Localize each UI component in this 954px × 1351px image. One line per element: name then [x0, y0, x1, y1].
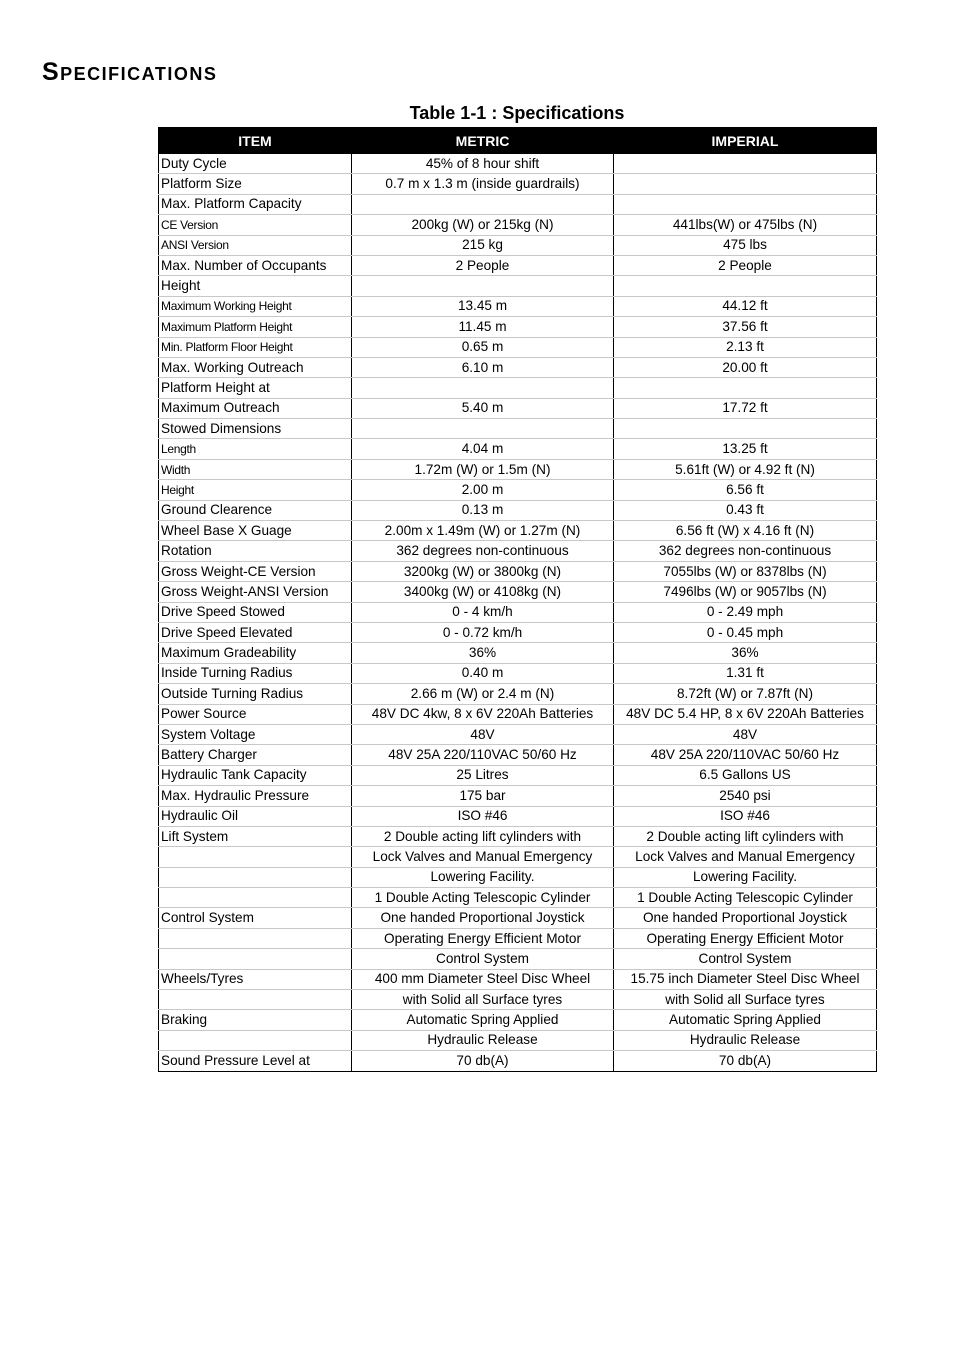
table-header-row — [159, 128, 877, 154]
spec-metric-cell: 48V DC 4kw, 8 x 6V 220Ah Batteries — [352, 704, 614, 724]
spec-metric-cell: 3400kg (W) or 4108kg (N) — [352, 582, 614, 602]
table-row — [159, 357, 877, 377]
spec-imperial-cell: 17.72 ft — [614, 398, 877, 418]
spec-imperial-cell: 0 - 0.45 mph — [614, 622, 877, 642]
column-header-item: ITEM — [159, 128, 352, 154]
table-caption: Table 1-1 : Specifications — [409, 103, 625, 123]
table-row — [159, 724, 877, 744]
table-row — [159, 500, 877, 520]
table-row — [159, 867, 877, 887]
spec-metric-cell: 13.45 m — [352, 296, 614, 316]
spec-item-cell: Control System — [159, 908, 352, 928]
table-row — [159, 419, 877, 439]
spec-metric-cell: with Solid all Surface tyres — [352, 990, 614, 1010]
spec-imperial-cell: with Solid all Surface tyres — [614, 990, 877, 1010]
spec-imperial-cell: One handed Proportional Joystick — [614, 908, 877, 928]
spec-imperial-cell: 2 People — [614, 255, 877, 275]
spec-item-cell: Hydraulic Oil — [159, 806, 352, 826]
spec-imperial-cell — [614, 378, 877, 398]
spec-item-cell: Maximum Platform Height — [159, 317, 352, 337]
spec-imperial-cell: Operating Energy Efficient Motor — [614, 928, 877, 948]
spec-item-cell: ANSI Version — [159, 235, 352, 255]
spec-metric-cell: 1.72m (W) or 1.5m (N) — [352, 459, 614, 479]
spec-imperial-cell: 70 db(A) — [614, 1051, 877, 1071]
spec-item-cell: Max. Hydraulic Pressure — [159, 786, 352, 806]
spec-metric-cell: Lowering Facility. — [352, 867, 614, 887]
table-row — [159, 928, 877, 948]
spec-imperial-cell: 44.12 ft — [614, 296, 877, 316]
spec-imperial-cell: 15.75 inch Diameter Steel Disc Wheel — [614, 969, 877, 989]
spec-item-cell: Maximum Working Height — [159, 296, 352, 316]
spec-item-cell: Hydraulic Tank Capacity — [159, 765, 352, 785]
specifications-table — [158, 127, 877, 1072]
spec-imperial-cell: 13.25 ft — [614, 439, 877, 459]
spec-item-cell: Wheel Base X Guage — [159, 521, 352, 541]
spec-metric-cell: 362 degrees non-continuous — [352, 541, 614, 561]
spec-item-cell: Gross Weight-ANSI Version — [159, 582, 352, 602]
spec-metric-cell: 36% — [352, 643, 614, 663]
spec-item-cell: CE Version — [159, 215, 352, 235]
spec-item-cell: Braking — [159, 1010, 352, 1030]
spec-imperial-cell: Lowering Facility. — [614, 867, 877, 887]
spec-metric-cell: 48V 25A 220/110VAC 50/60 Hz — [352, 745, 614, 765]
spec-imperial-cell: 362 degrees non-continuous — [614, 541, 877, 561]
spec-imperial-cell: 6.56 ft — [614, 480, 877, 500]
table-row — [159, 561, 877, 581]
table-row — [159, 255, 877, 275]
spec-imperial-cell: Hydraulic Release — [614, 1030, 877, 1050]
spec-imperial-cell: 2.13 ft — [614, 337, 877, 357]
spec-metric-cell: 400 mm Diameter Steel Disc Wheel — [352, 969, 614, 989]
spec-imperial-cell: ISO #46 — [614, 806, 877, 826]
spec-imperial-cell — [614, 174, 877, 194]
spec-item-cell: Height — [159, 276, 352, 296]
table-row — [159, 622, 877, 642]
spec-imperial-cell: 0 - 2.49 mph — [614, 602, 877, 622]
spec-item-cell: Stowed Dimensions — [159, 419, 352, 439]
table-row — [159, 235, 877, 255]
table-row — [159, 990, 877, 1010]
spec-item-cell: Gross Weight-CE Version — [159, 561, 352, 581]
spec-metric-cell: 0 - 0.72 km/h — [352, 622, 614, 642]
spec-metric-cell: Hydraulic Release — [352, 1030, 614, 1050]
spec-item-cell: Length — [159, 439, 352, 459]
table-row — [159, 949, 877, 969]
table-row — [159, 337, 877, 357]
spec-metric-cell: 2 Double acting lift cylinders with — [352, 826, 614, 846]
spec-item-cell: Height — [159, 480, 352, 500]
spec-item-cell: Lift System — [159, 826, 352, 846]
table-row — [159, 888, 877, 908]
spec-metric-cell: 0.65 m — [352, 337, 614, 357]
table-row — [159, 582, 877, 602]
spec-imperial-cell: 37.56 ft — [614, 317, 877, 337]
spec-imperial-cell: 48V — [614, 724, 877, 744]
spec-metric-cell: 11.45 m — [352, 317, 614, 337]
spec-metric-cell — [352, 419, 614, 439]
spec-metric-cell: 2.00 m — [352, 480, 614, 500]
spec-metric-cell — [352, 378, 614, 398]
spec-item-cell: Wheels/Tyres — [159, 969, 352, 989]
spec-metric-cell: 6.10 m — [352, 357, 614, 377]
spec-imperial-cell — [614, 419, 877, 439]
spec-item-cell: Platform Height at — [159, 378, 352, 398]
table-row — [159, 378, 877, 398]
spec-imperial-cell: 6.5 Gallons US — [614, 765, 877, 785]
column-header-imperial: IMPERIAL — [614, 128, 877, 154]
table-row — [159, 969, 877, 989]
spec-metric-cell: 175 bar — [352, 786, 614, 806]
table-row — [159, 643, 877, 663]
spec-imperial-cell: 36% — [614, 643, 877, 663]
spec-item-cell — [159, 1030, 352, 1050]
spec-imperial-cell: 48V 25A 220/110VAC 50/60 Hz — [614, 745, 877, 765]
table-row — [159, 602, 877, 622]
spec-imperial-cell: 1 Double Acting Telescopic Cylinder — [614, 888, 877, 908]
spec-item-cell: Max. Working Outreach — [159, 357, 352, 377]
table-row — [159, 541, 877, 561]
spec-metric-cell: 0.7 m x 1.3 m (inside guardrails) — [352, 174, 614, 194]
spec-metric-cell: 25 Litres — [352, 765, 614, 785]
spec-item-cell: Width — [159, 459, 352, 479]
table-row — [159, 174, 877, 194]
spec-metric-cell: Lock Valves and Manual Emergency — [352, 847, 614, 867]
spec-item-cell — [159, 949, 352, 969]
table-row — [159, 908, 877, 928]
table-row — [159, 459, 877, 479]
spec-metric-cell: 4.04 m — [352, 439, 614, 459]
spec-item-cell: Duty Cycle — [159, 154, 352, 174]
spec-item-cell: Sound Pressure Level at — [159, 1051, 352, 1071]
spec-metric-cell: Operating Energy Efficient Motor — [352, 928, 614, 948]
spec-item-cell: Ground Clearence — [159, 500, 352, 520]
column-header-metric: METRIC — [352, 128, 614, 154]
spec-imperial-cell: 2540 psi — [614, 786, 877, 806]
spec-imperial-cell: 1.31 ft — [614, 663, 877, 683]
spec-item-cell: Max. Number of Occupants — [159, 255, 352, 275]
spec-imperial-cell: 475 lbs — [614, 235, 877, 255]
spec-metric-cell: 45% of 8 hour shift — [352, 154, 614, 174]
spec-item-cell: Inside Turning Radius — [159, 663, 352, 683]
page-heading: Specifications — [42, 58, 218, 86]
spec-imperial-cell: 2 Double acting lift cylinders with — [614, 826, 877, 846]
spec-metric-cell: 215 kg — [352, 235, 614, 255]
spec-item-cell: Platform Size — [159, 174, 352, 194]
spec-metric-cell: 2.66 m (W) or 2.4 m (N) — [352, 684, 614, 704]
spec-imperial-cell — [614, 276, 877, 296]
spec-metric-cell: 0.40 m — [352, 663, 614, 683]
table-row — [159, 663, 877, 683]
spec-imperial-cell: 20.00 ft — [614, 357, 877, 377]
spec-item-cell: Min. Platform Floor Height — [159, 337, 352, 357]
spec-metric-cell: 0 - 4 km/h — [352, 602, 614, 622]
table-row — [159, 806, 877, 826]
table-row — [159, 317, 877, 337]
spec-item-cell — [159, 990, 352, 1010]
spec-item-cell — [159, 928, 352, 948]
spec-metric-cell: 2.00m x 1.49m (W) or 1.27m (N) — [352, 521, 614, 541]
table-row — [159, 521, 877, 541]
spec-item-cell — [159, 888, 352, 908]
spec-imperial-cell — [614, 194, 877, 214]
spec-item-cell: Battery Charger — [159, 745, 352, 765]
spec-imperial-cell: Control System — [614, 949, 877, 969]
spec-metric-cell: 2 People — [352, 255, 614, 275]
table-row — [159, 765, 877, 785]
table-row — [159, 215, 877, 235]
table-row — [159, 398, 877, 418]
table-row — [159, 194, 877, 214]
spec-imperial-cell: 8.72ft (W) or 7.87ft (N) — [614, 684, 877, 704]
table-row — [159, 154, 877, 174]
spec-metric-cell — [352, 276, 614, 296]
spec-metric-cell: One handed Proportional Joystick — [352, 908, 614, 928]
spec-metric-cell: 70 db(A) — [352, 1051, 614, 1071]
spec-item-cell: Outside Turning Radius — [159, 684, 352, 704]
spec-item-cell: Max. Platform Capacity — [159, 194, 352, 214]
spec-imperial-cell: 48V DC 5.4 HP, 8 x 6V 220Ah Batteries — [614, 704, 877, 724]
spec-item-cell — [159, 867, 352, 887]
table-row — [159, 1010, 877, 1030]
table-row — [159, 1030, 877, 1050]
spec-metric-cell: Automatic Spring Applied — [352, 1010, 614, 1030]
table-body — [159, 154, 877, 1072]
spec-metric-cell: 200kg (W) or 215kg (N) — [352, 215, 614, 235]
table-row — [159, 847, 877, 867]
spec-metric-cell: 5.40 m — [352, 398, 614, 418]
spec-metric-cell: Control System — [352, 949, 614, 969]
spec-metric-cell: 0.13 m — [352, 500, 614, 520]
spec-imperial-cell: 7496lbs (W) or 9057lbs (N) — [614, 582, 877, 602]
table-row — [159, 745, 877, 765]
spec-item-cell: Maximum Outreach — [159, 398, 352, 418]
spec-metric-cell: 3200kg (W) or 3800kg (N) — [352, 561, 614, 581]
spec-item-cell: Rotation — [159, 541, 352, 561]
spec-item-cell: Power Source — [159, 704, 352, 724]
table-row — [159, 786, 877, 806]
table-row — [159, 826, 877, 846]
spec-item-cell: Maximum Gradeability — [159, 643, 352, 663]
spec-imperial-cell — [614, 154, 877, 174]
table-row — [159, 1051, 877, 1071]
table-row — [159, 480, 877, 500]
spec-item-cell: Drive Speed Elevated — [159, 622, 352, 642]
spec-imperial-cell: 5.61ft (W) or 4.92 ft (N) — [614, 459, 877, 479]
table-row — [159, 276, 877, 296]
spec-imperial-cell: Lock Valves and Manual Emergency — [614, 847, 877, 867]
spec-item-cell: System Voltage — [159, 724, 352, 744]
table-row — [159, 684, 877, 704]
spec-metric-cell: ISO #46 — [352, 806, 614, 826]
spec-item-cell — [159, 847, 352, 867]
table-row — [159, 296, 877, 316]
spec-metric-cell — [352, 194, 614, 214]
spec-item-cell: Drive Speed Stowed — [159, 602, 352, 622]
spec-imperial-cell: Automatic Spring Applied — [614, 1010, 877, 1030]
table-row — [159, 439, 877, 459]
spec-metric-cell: 48V — [352, 724, 614, 744]
spec-imperial-cell: 6.56 ft (W) x 4.16 ft (N) — [614, 521, 877, 541]
spec-metric-cell: 1 Double Acting Telescopic Cylinder — [352, 888, 614, 908]
spec-imperial-cell: 441lbs(W) or 475lbs (N) — [614, 215, 877, 235]
table-row — [159, 704, 877, 724]
spec-imperial-cell: 7055lbs (W) or 8378lbs (N) — [614, 561, 877, 581]
spec-imperial-cell: 0.43 ft — [614, 500, 877, 520]
